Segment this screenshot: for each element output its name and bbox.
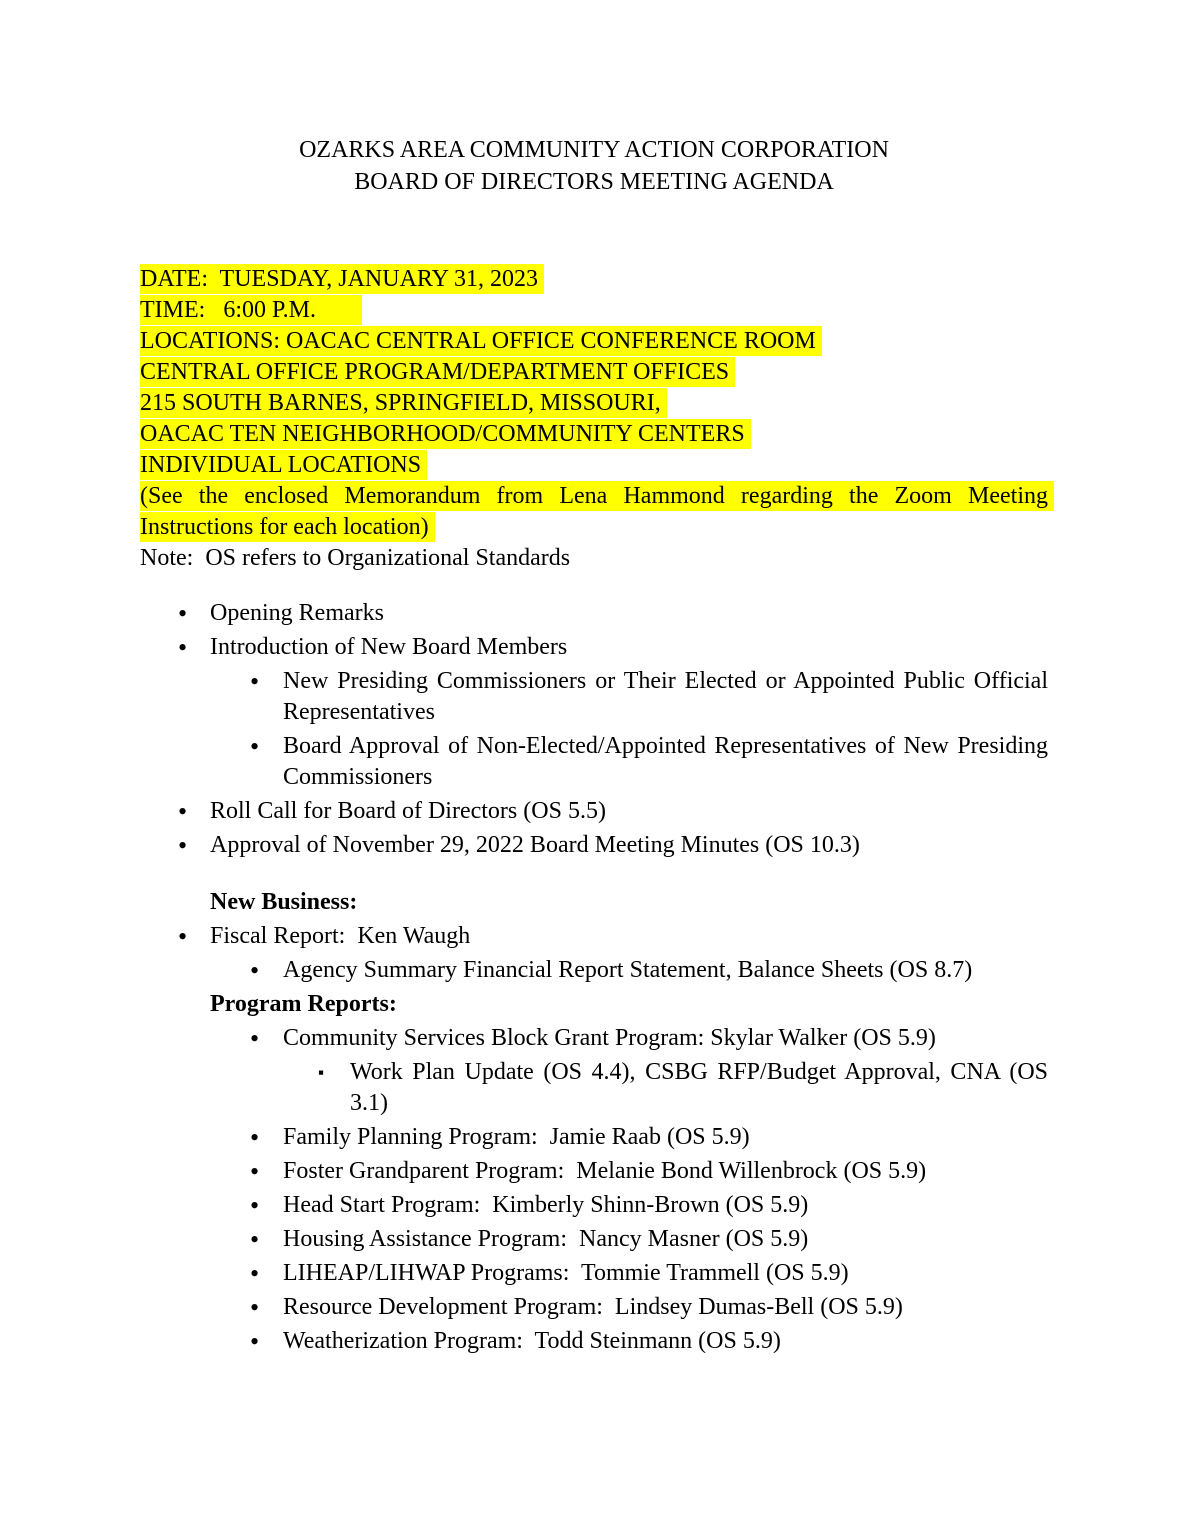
bullet-icon: •: [250, 1259, 260, 1288]
agenda-item-text: Work Plan Update (OS 4.4), CSBG RFP/Budget Approval, CNA (OS 3.1): [350, 1059, 1054, 1116]
bullet-icon: •: [250, 1157, 260, 1186]
agenda-item: [140, 796, 1048, 827]
agenda-item-text: Approval of November 29, 2022 Board Meeting Minutes (OS 10.3): [210, 832, 860, 858]
bullet-icon: •: [250, 1225, 260, 1254]
highlighted-text: INDIVIDUAL LOCATIONS: [140, 450, 427, 480]
os-note-text: Note: OS refers to Organizational Standards: [140, 545, 571, 571]
bullet-icon: •: [250, 667, 260, 696]
meeting-info: [140, 264, 1054, 574]
agenda-section-heading: [140, 989, 1048, 1020]
meeting-time-line: [140, 295, 1048, 326]
agenda-item: [140, 1156, 1048, 1187]
highlighted-text: 215 SOUTH BARNES, SPRINGFIELD, MISSOURI,: [140, 388, 667, 418]
highlighted-text: CENTRAL OFFICE PROGRAM/DEPARTMENT OFFICES: [140, 357, 735, 387]
agenda-item-text: Fiscal Report: Ken Waugh: [210, 923, 471, 949]
agenda-item: [140, 1122, 1048, 1153]
agenda-item-text: Opening Remarks: [210, 600, 384, 626]
agenda-item-text: Head Start Program: Kimberly Shinn-Brown (OS 5.9): [283, 1192, 809, 1218]
bullet-icon: •: [250, 1293, 260, 1322]
os-note: [140, 543, 1048, 574]
agenda-item: [140, 1258, 1048, 1289]
bullet-icon: •: [178, 922, 188, 951]
bullet-icon: •: [250, 1123, 260, 1152]
agenda-item-text: Roll Call for Board of Directors (OS 5.5): [210, 798, 606, 824]
meeting-location-line: [140, 357, 1048, 388]
bullet-icon: •: [178, 633, 188, 662]
bullet-icon: •: [178, 831, 188, 860]
document-title-block: [140, 134, 1048, 198]
agenda-item-text: Weatherization Program: Todd Steinmann (OS 5.9): [283, 1328, 781, 1354]
agenda-item-text: LIHEAP/LIHWAP Programs: Tommie Trammell (OS 5.9): [283, 1260, 849, 1286]
meeting-location-line: [140, 326, 1048, 357]
agenda-item-text: Resource Development Program: Lindsey Dumas-Bell (OS 5.9): [283, 1294, 903, 1320]
meeting-date-line: [140, 264, 1048, 295]
agenda-heading-text: Program Reports:: [210, 991, 397, 1017]
agenda-item: [140, 731, 1054, 793]
agenda-item: [140, 598, 1048, 629]
agenda-item: [140, 1023, 1048, 1054]
bullet-icon: •: [178, 599, 188, 628]
agenda-item: [140, 955, 1048, 986]
agenda-item: [140, 1057, 1054, 1119]
agenda-item: [140, 632, 1048, 663]
bullet-icon: •: [178, 797, 188, 826]
agenda-section-heading: [140, 887, 1048, 918]
square-bullet-icon: ▪: [318, 1063, 325, 1082]
bullet-icon: •: [250, 956, 260, 985]
bullet-icon: •: [250, 732, 260, 761]
agenda-item: [140, 1224, 1048, 1255]
bullet-icon: •: [250, 1191, 260, 1220]
agenda-item: [140, 1326, 1048, 1357]
document-title: OZARKS AREA COMMUNITY ACTION CORPORATION: [299, 137, 889, 163]
agenda-item-text: Board Approval of Non-Elected/Appointed Representatives of New Presiding Commissioners: [283, 733, 1054, 790]
agenda-heading-text: New Business:: [210, 889, 358, 915]
highlighted-text: LOCATIONS: OACAC CENTRAL OFFICE CONFERENCE ROOM: [140, 326, 822, 356]
agenda-item-text: Community Services Block Grant Program: Skylar Walker (OS 5.9): [283, 1025, 936, 1051]
agenda-item-text: Family Planning Program: Jamie Raab (OS 5.9): [283, 1124, 750, 1150]
agenda-item: [140, 1292, 1048, 1323]
highlighted-text: DATE: TUESDAY, JANUARY 31, 2023: [140, 264, 544, 294]
document-subtitle: BOARD OF DIRECTORS MEETING AGENDA: [354, 169, 834, 195]
agenda-item: [140, 1190, 1048, 1221]
bullet-icon: •: [250, 1024, 260, 1053]
agenda-item-text: New Presiding Commissioners or Their Elected or Appointed Public Official Representatives: [283, 668, 1054, 725]
agenda-item-text: Housing Assistance Program: Nancy Masner (OS 5.9): [283, 1226, 809, 1252]
highlighted-text: (See the enclosed Memorandum from Lena Hammond regarding the Zoom Meeting Instructions for each location): [140, 483, 1054, 540]
agenda-list: [140, 598, 1054, 1357]
agenda-item-text: Introduction of New Board Members: [210, 634, 568, 660]
bullet-icon: •: [250, 1327, 260, 1356]
zoom-instructions-note: [140, 481, 1054, 543]
highlighted-text: TIME: 6:00 P.M.: [140, 295, 362, 325]
agenda-item: [140, 830, 1048, 861]
agenda-item-text: Agency Summary Financial Report Statement, Balance Sheets (OS 8.7): [283, 957, 973, 983]
meeting-location-line: [140, 419, 1048, 450]
highlighted-text: OACAC TEN NEIGHBORHOOD/COMMUNITY CENTERS: [140, 419, 751, 449]
meeting-location-line: [140, 450, 1048, 481]
meeting-location-line: [140, 388, 1048, 419]
agenda-item: [140, 921, 1048, 952]
agenda-item-text: Foster Grandparent Program: Melanie Bond Willenbrock (OS 5.9): [283, 1158, 927, 1184]
agenda-item: [140, 666, 1054, 728]
